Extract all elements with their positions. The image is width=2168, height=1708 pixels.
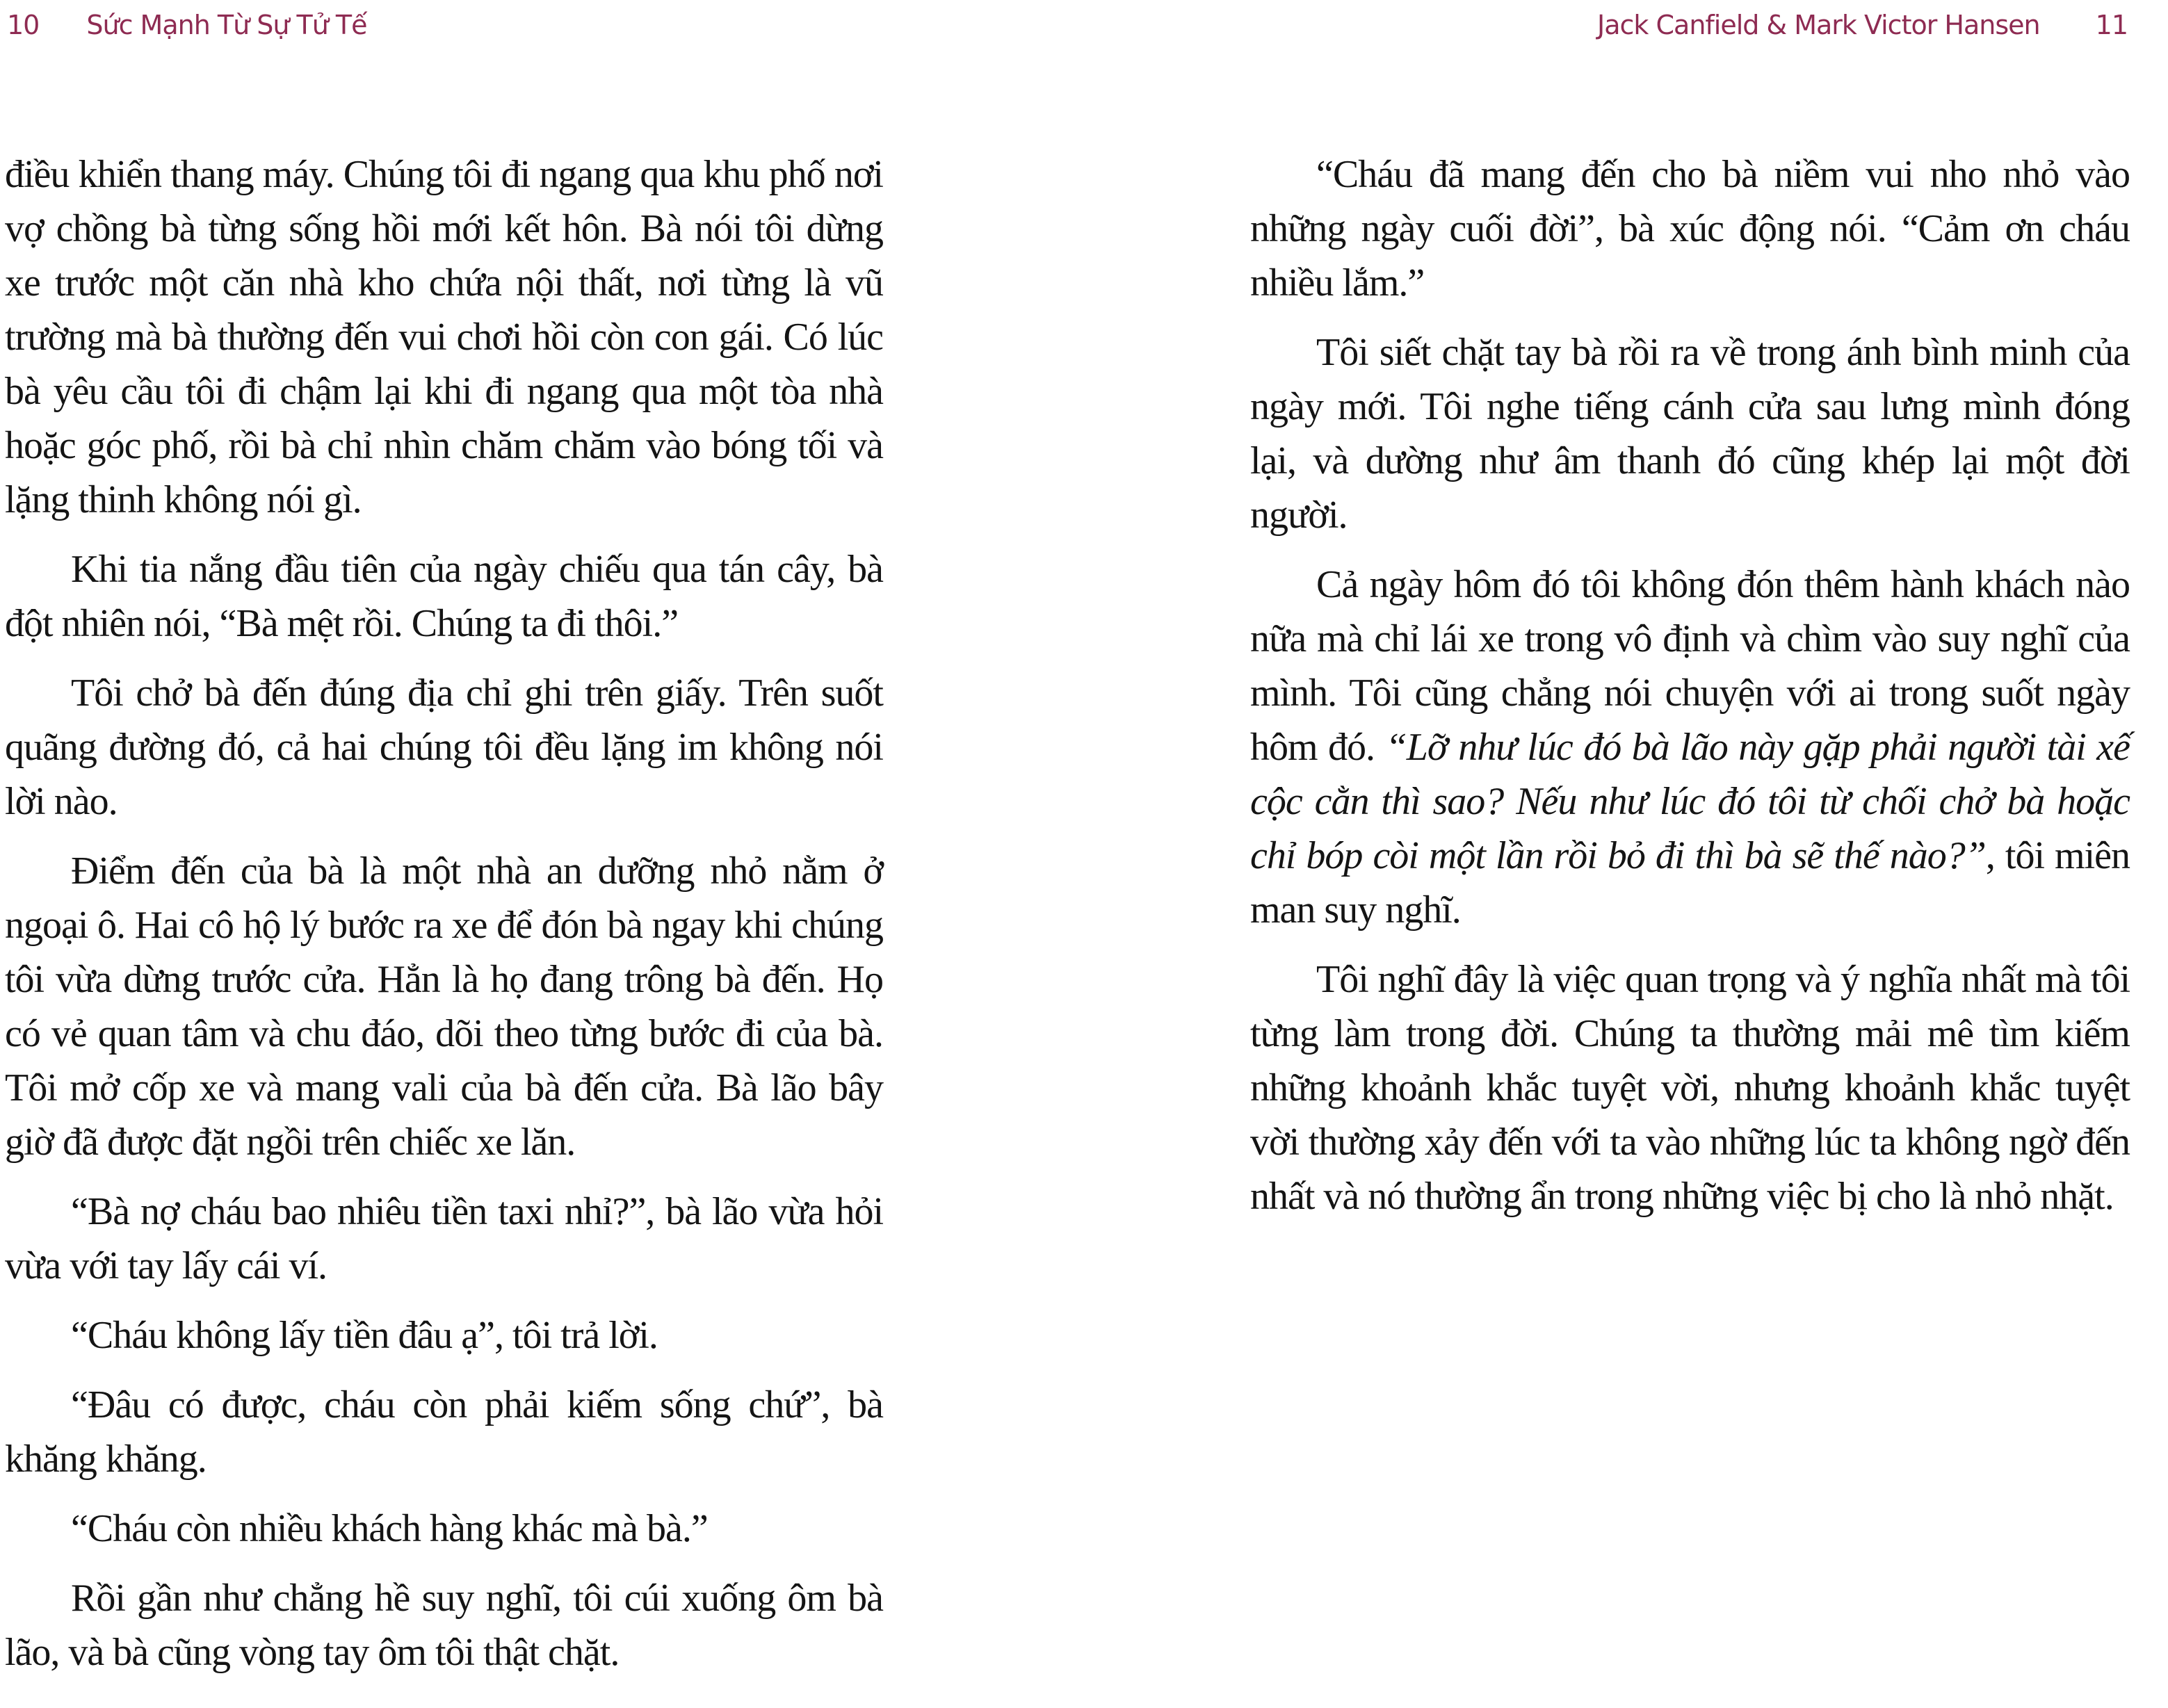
body-text: , tôi miên man suy nghĩ. <box>1250 834 2130 932</box>
paragraph <box>1250 147 2130 310</box>
body-text: Cả ngày hôm đó tôi không đón thêm hành khách nào nữa mà chỉ lái xe trong vô định và chìm vào suy nghĩ của mình. Tôi cũng chẳng nói chuyện với ai trong suốt ngày hôm đó. <box>1250 563 2130 769</box>
body-text: “Bà nợ cháu bao nhiêu tiền taxi nhỉ?”, bà lão vừa hỏi vừa với tay lấy cái ví. <box>5 1190 883 1287</box>
paragraph <box>5 1571 883 1679</box>
page-right-body <box>1250 147 2130 1223</box>
body-text: Tôi chở bà đến đúng địa chỉ ghi trên giấy. Trên suốt quãng đường đó, cả hai chúng tôi đều lặng im không nói lời nào. <box>5 672 883 823</box>
paragraph <box>5 1502 883 1556</box>
body-text: “Cháu còn nhiều khách hàng khác mà bà.” <box>71 1507 708 1550</box>
body-text: Điểm đến của bà là một nhà an dưỡng nhỏ nằm ở ngoại ô. Hai cô hộ lý bước ra xe để đón bà ngay khi chúng tôi vừa dừng trước cửa. Hẳn là họ đang trông bà đến. Họ có vẻ quan tâm và chu đáo, dõi theo từng bước đi của bà. Tôi mở cốp xe và mang vali của bà đến cửa. Bà lão bây giờ đã được đặt ngồi trên chiếc xe lăn. <box>5 849 883 1164</box>
paragraph <box>5 1378 883 1486</box>
body-text: Tôi siết chặt tay bà rồi ra về trong ánh bình minh của ngày mới. Tôi nghe tiếng cánh cửa sau lưng mình đóng lại, và dường như âm thanh đó cũng khép lại một đời người. <box>1250 331 2130 537</box>
page-left-body <box>5 147 883 1679</box>
paragraph <box>1250 952 2130 1223</box>
book-title: Sức Mạnh Từ Sự Tử Tế <box>86 10 367 40</box>
body-text: Tôi nghĩ đây là việc quan trọng và ý nghĩa nhất mà tôi từng làm trong đời. Chúng ta thường mải mê tìm kiếm những khoảnh khắc tuyệt vời, nhưng khoảnh khắc tuyệt vời thường xảy đến với ta vào những lúc ta không ngờ đến nhất và nó thường ẩn trong những việc bị cho là nhỏ nhặt. <box>1250 958 2130 1218</box>
running-header-right <box>1597 10 2128 40</box>
paragraph <box>1250 325 2130 542</box>
page-number-right: 11 <box>2095 10 2128 40</box>
body-text: “Đâu có được, cháu còn phải kiếm sống chứ”, bà khăng khăng. <box>5 1383 883 1481</box>
page-number-left: 10 <box>7 10 40 40</box>
paragraph <box>5 147 883 527</box>
paragraph <box>5 1185 883 1293</box>
body-text: Rồi gần như chẳng hề suy nghĩ, tôi cúi xuống ôm bà lão, và bà cũng vòng tay ôm tôi thật chặt. <box>5 1577 883 1674</box>
running-header-left <box>7 10 366 40</box>
body-text: điều khiển thang máy. Chúng tôi đi ngang qua khu phố nơi vợ chồng bà từng sống hồi mới kết hôn. Bà nói tôi dừng xe trước một căn nhà kho chứa nội thất, nơi từng là vũ trường mà bà thường đến vui chơi hồi còn con gái. Có lúc bà yêu cầu tôi đi chậm lại khi đi ngang qua một tòa nhà hoặc góc phố, rồi bà chỉ nhìn chăm chăm vào bóng tối và lặng thinh không nói gì. <box>5 153 883 521</box>
body-text: “Cháu đã mang đến cho bà niềm vui nho nhỏ vào những ngày cuối đời”, bà xúc động nói. “Cảm ơn cháu nhiều lắm.” <box>1250 153 2130 304</box>
body-text: Khi tia nắng đầu tiên của ngày chiếu qua tán cây, bà đột nhiên nói, “Bà mệt rồi. Chúng ta đi thôi.” <box>5 548 883 645</box>
paragraph <box>5 844 883 1169</box>
authors: Jack Canfield & Mark Victor Hansen <box>1597 10 2040 40</box>
paragraph <box>5 666 883 829</box>
paragraph <box>1250 558 2130 937</box>
paragraph <box>5 542 883 651</box>
italic-text: “Lỡ như lúc đó bà lão này gặp phải người tài xế cộc cằn thì sao? Nếu như lúc đó tôi từ chối chở bà hoặc chỉ bóp còi một lần rồi bỏ đi thì bà sẽ thế nào?” <box>1250 726 2130 877</box>
body-text: “Cháu không lấy tiền đâu ạ”, tôi trả lời. <box>71 1314 658 1357</box>
paragraph <box>5 1308 883 1363</box>
